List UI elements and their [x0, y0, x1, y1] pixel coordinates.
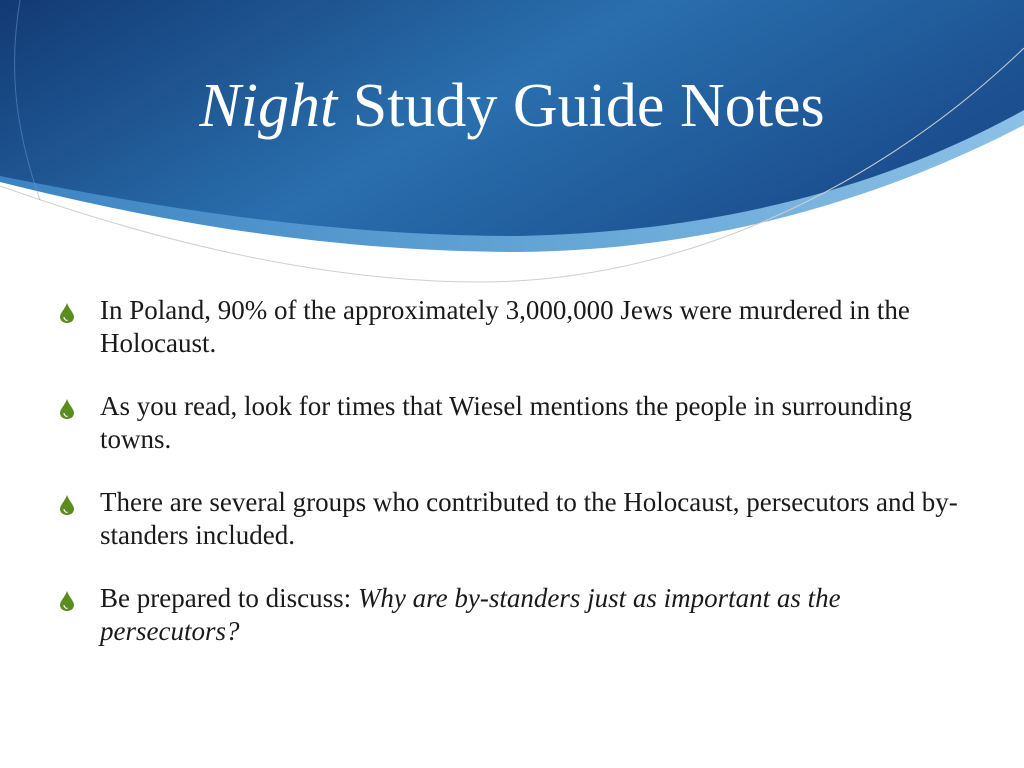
bullet-emphasis: Why are by-standers just as important as the persecutors?: [100, 583, 841, 646]
bullet-text: Be prepared to discuss:: [100, 583, 358, 613]
bullet-item: [60, 486, 960, 552]
leaf-drop-icon: [60, 495, 74, 515]
leaf-drop-icon: [60, 399, 74, 419]
title-italic: Night: [199, 72, 338, 140]
bullet-text: In Poland, 90% of the approximately 3,000,000 Jews were murdered in the Holocaust.: [100, 295, 910, 358]
bullet-text: There are several groups who contributed to the Holocaust, persecutors and by-standers included.: [100, 487, 958, 550]
leaf-drop-icon: [60, 591, 74, 611]
bullet-item: [60, 582, 960, 648]
leaf-drop-icon: [60, 303, 74, 323]
bullet-text: As you read, look for times that Wiesel mentions the people in surrounding towns.: [100, 391, 913, 454]
slide-title: [0, 68, 1024, 144]
bullet-item: [60, 390, 960, 456]
title-rest: Study Guide Notes: [337, 72, 825, 140]
bullet-list: [60, 294, 960, 678]
bullet-item: [60, 294, 960, 360]
header-banner: [0, 0, 1024, 300]
